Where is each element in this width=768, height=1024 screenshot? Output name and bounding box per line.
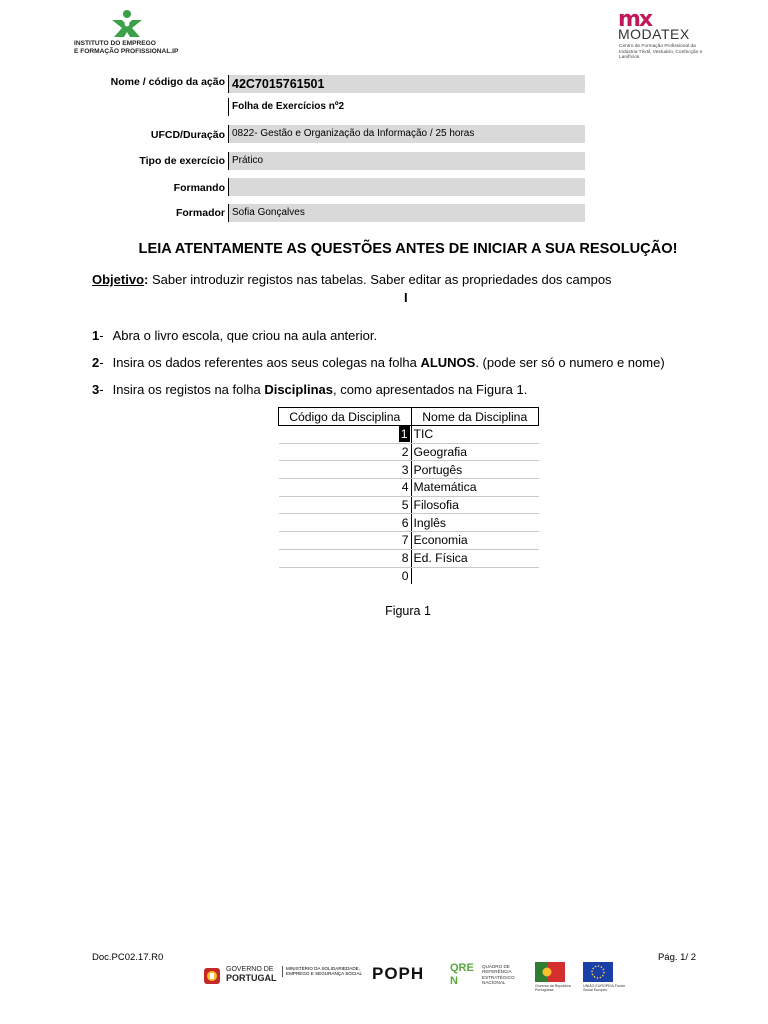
step-1: 1- Abra o livro escola, que criou na aula anterior. (92, 328, 378, 343)
portugal-shield-icon (202, 966, 222, 986)
acao-label: Nome / código da ação (110, 76, 225, 88)
acao-field: 42C7015761501 (228, 75, 585, 93)
cell-name: Ed. Física (411, 549, 539, 567)
table-row (279, 479, 539, 497)
iefp-name: INSTITUTO DO EMPREGO E FORMAÇÃO PROFISSIONAL.IP (74, 40, 179, 55)
cell-code: 5 (279, 496, 412, 514)
cell-code: 6 (279, 514, 412, 532)
qren-text: QUADRO DE REFERÊNCIA ESTRATÉGICO NACIONAL (482, 964, 515, 986)
column-header-nome: Nome da Disciplina (411, 408, 539, 426)
instructions-heading: LEIA ATENTAMENTE AS QUESTÕES ANTES DE INICIAR A SUA RESOLUÇÃO! (138, 241, 678, 257)
section-numeral: I (404, 290, 408, 305)
page-number: Pág. 1/ 2 (657, 952, 696, 963)
cell-name: Geografia (411, 443, 539, 461)
objective-colon: : (144, 272, 149, 287)
table-row (279, 549, 539, 567)
formando-field (228, 178, 585, 196)
cell-name: Economia (411, 532, 539, 550)
modatex-subtitle: Centro de Formação Profissional da Indústria Têxtil, Vestuário, Confecção e Lanifícios (619, 44, 703, 61)
table-row (279, 567, 539, 584)
footer-logos (198, 960, 638, 994)
folha-field: Folha de Exercícios nº2 (228, 98, 585, 116)
step-number: 3 (92, 382, 100, 397)
disciplinas-table (278, 407, 539, 584)
ufcd-label: UFCD/Duração (150, 129, 225, 141)
cell-name (411, 567, 539, 584)
governo-portugal: GOVERNO DE PORTUGAL (226, 966, 277, 983)
doc-code: Doc.PC02.17.R0 (92, 952, 164, 963)
cell-code: 2 (279, 443, 412, 461)
figure-caption: Figura 1 (385, 604, 431, 618)
ufcd-field: 0822- Gestão e Organização da Informação / 25 horas (228, 125, 585, 143)
modatex-logo (614, 7, 714, 66)
cell-code: 7 (279, 532, 412, 550)
table-row (279, 443, 539, 461)
sheet-name-alunos: ALUNOS (420, 355, 476, 370)
step-text: Abra o livro escola, que criou na aula anterior. (112, 328, 378, 343)
qren-logo: QREN (450, 962, 474, 987)
table-row (279, 461, 539, 479)
cell-code: 0 (279, 567, 412, 584)
sheet-name-disciplinas: Disciplinas (264, 382, 333, 397)
step-3: 3- Insira os registos na folha Disciplinas, como apresentados na Figura 1. (92, 382, 528, 397)
cell-name: Inglês (411, 514, 539, 532)
table-row (279, 532, 539, 550)
cell-code: 3 (279, 461, 412, 479)
column-header-codigo: Código da Disciplina (279, 408, 412, 426)
objective-label: Objetivo (92, 272, 145, 287)
table-row (279, 426, 539, 444)
cell-name: TIC (411, 426, 539, 444)
formando-label: Formando (173, 182, 225, 194)
tipo-label: Tipo de exercício (139, 155, 225, 167)
objective-text: Saber introduzir registos nas tabelas. Saber editar as propriedades dos campos (148, 272, 612, 287)
poph-logo: POPH (372, 964, 425, 983)
eu-flag-icon (583, 962, 613, 982)
table-header-row (279, 408, 539, 426)
cell-code (279, 426, 412, 444)
portugal-flag-icon (535, 962, 565, 982)
iefp-mark-icon (110, 10, 144, 38)
modatex-mark: mx (618, 7, 652, 32)
formador-label: Formador (175, 207, 225, 219)
cell-name: Filosofia (411, 496, 539, 514)
table-row (279, 496, 539, 514)
iefp-logo (74, 10, 184, 60)
pt-caption: Governo da República Portuguesa (535, 984, 571, 992)
tipo-field: Prático (228, 152, 585, 170)
cell-name: Matemática (411, 479, 539, 497)
modatex-name: MODATEX (618, 26, 690, 42)
table-row (279, 514, 539, 532)
eu-caption: UNIÃO EUROPEIA Fundo Social Europeu (583, 984, 625, 992)
objective (92, 272, 612, 287)
step-2: 2- Insira os dados referentes aos seus colegas na folha ALUNOS. (pode ser só o numero e nome) (92, 355, 665, 370)
cell-name: Portugês (411, 461, 539, 479)
selected-cell-value: 1 (400, 427, 408, 442)
ministerio: MINISTÉRIO DA SOLIDARIEDADE, EMPREGO E SEGURANÇA SOCIAL (282, 966, 368, 977)
step-number: 1 (92, 328, 100, 343)
step-number: 2 (92, 355, 100, 370)
formador-field: Sofia Gonçalves (228, 204, 585, 222)
cell-code: 8 (279, 549, 412, 567)
cell-code: 4 (279, 479, 412, 497)
